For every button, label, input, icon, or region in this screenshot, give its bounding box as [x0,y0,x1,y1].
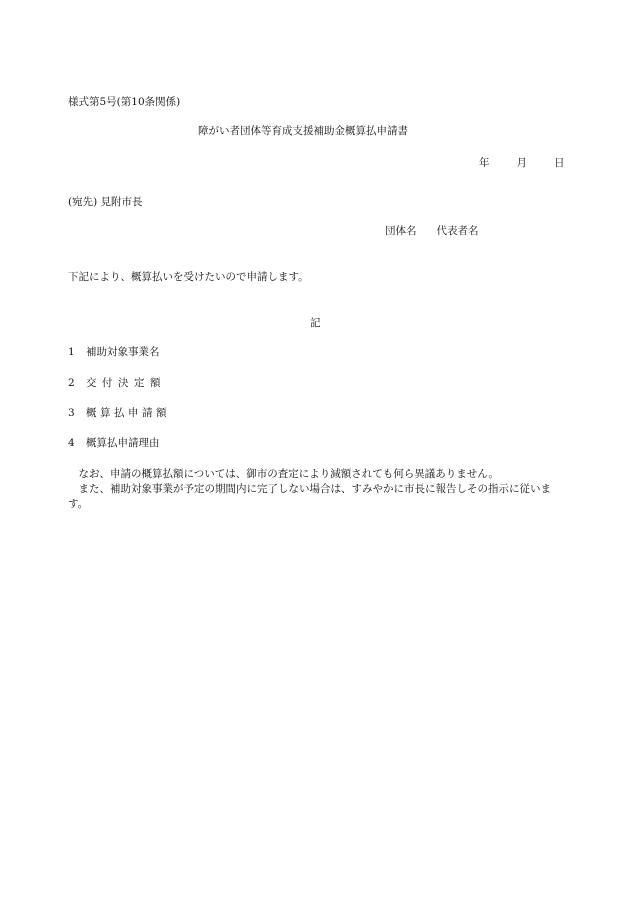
form-number: 様式第5号(第10条関係) [68,96,181,108]
representative-label: 代表者名 [436,225,479,237]
item-granted-amount [68,378,166,389]
item-label: 補助対象事業名 [86,346,160,358]
item-label: 概算払申請額 [86,407,170,419]
item-label: 概算払申請理由 [86,437,160,449]
item-request-reason [68,438,160,449]
note-paragraph: また、補助対象事業が予定の期間内に完了しない場合は、すみやかに市長に報告しその指示に従います。 [68,483,551,510]
item-number: 2 [68,377,75,389]
date-day-label: 日 [554,157,565,169]
date-year-label: 年 [479,157,490,169]
intro-text: 下記により、概算払いを受けたいので申請します。 [68,271,309,283]
item-number: 4 [68,437,75,449]
item-number: 3 [68,407,75,419]
ki-heading: 記 [310,317,321,329]
note-paragraph: なお、申請の概算払額については、御市の査定により減額されても何ら異議ありません。 [78,468,499,480]
addressee: (宛先) 見附市長 [68,196,143,208]
date-line [479,158,565,169]
document-title: 障がい者団体等育成支援補助金概算払申請書 [198,125,408,137]
item-label: 交付決定額 [86,377,166,389]
item-number: 1 [68,346,75,358]
item-requested-amount [68,408,170,419]
item-project-name [68,347,160,358]
applicant-line [385,226,479,237]
org-name-label: 団体名 [385,225,417,237]
date-month-label: 月 [516,157,527,169]
